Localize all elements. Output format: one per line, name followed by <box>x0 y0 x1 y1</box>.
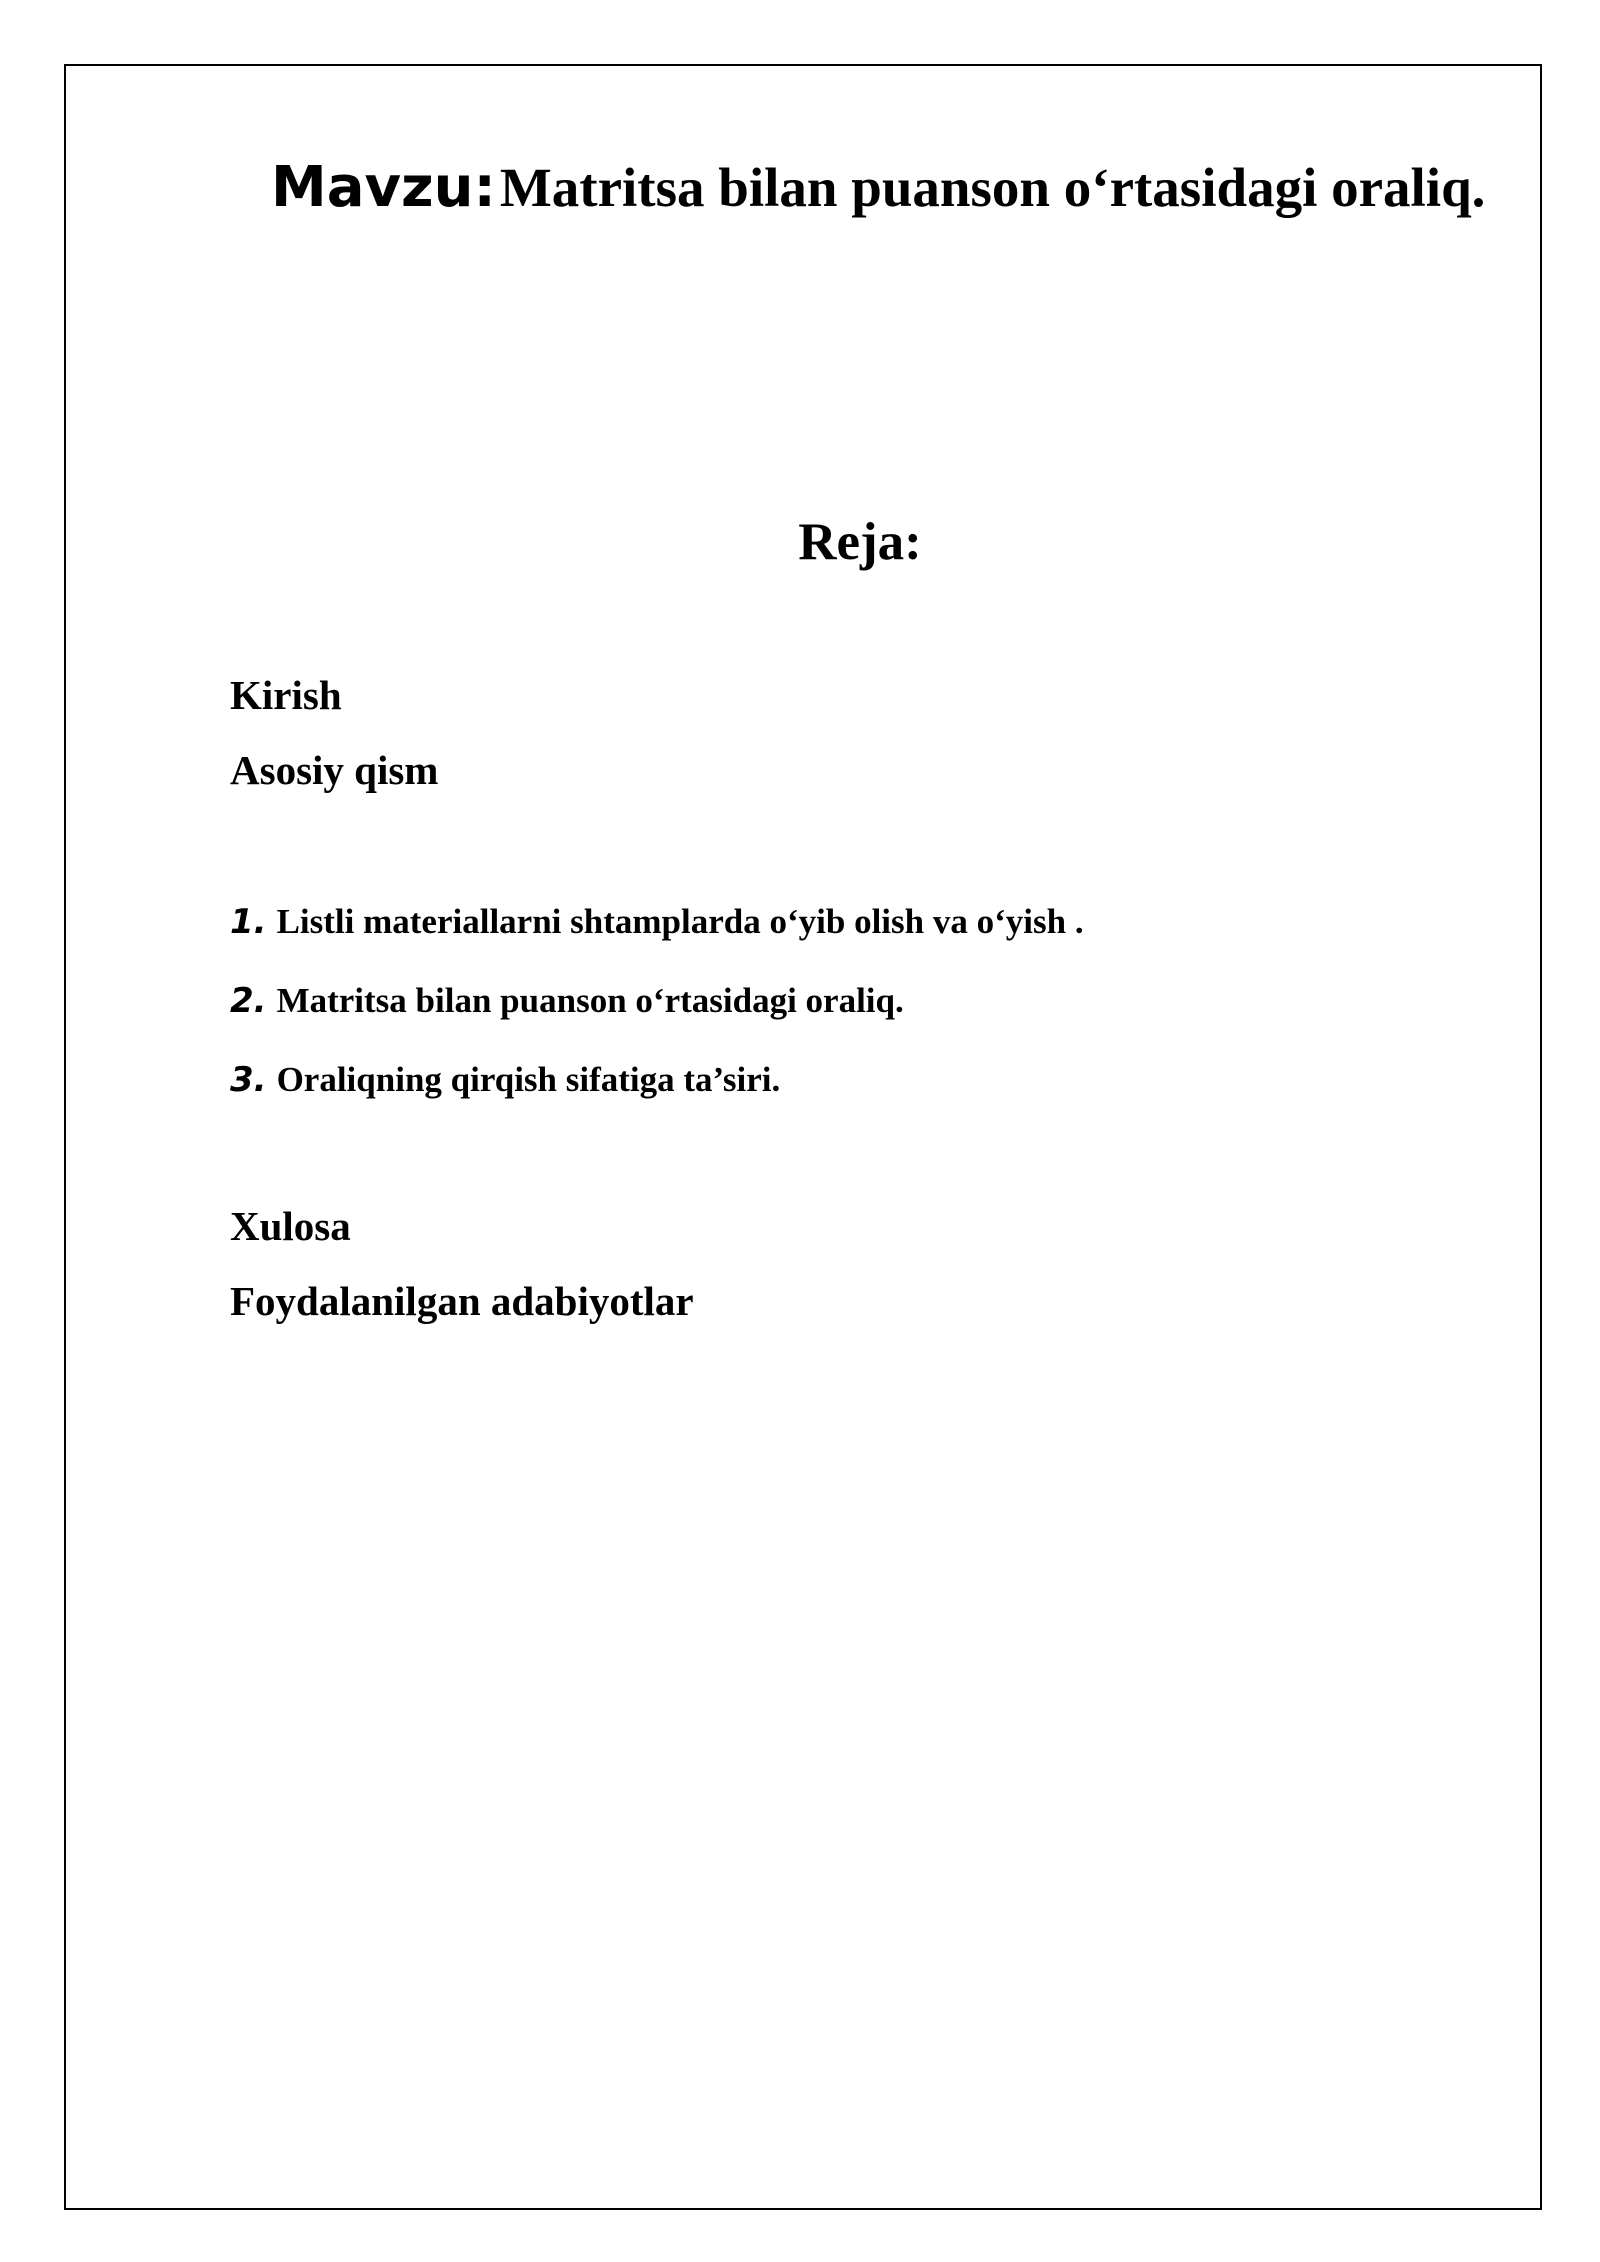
list-number: 2. <box>230 981 267 1021</box>
section-conclusion: Xulosa <box>230 1203 351 1249</box>
title-label: Mavzu: <box>271 155 496 220</box>
list-text: Oraliqning qirqish sifatiga ta’siri. <box>276 1060 781 1099</box>
plan-list-item <box>230 902 1084 942</box>
title-text: Matritsa bilan puanson o‘rtasidagi oraliq. <box>499 157 1486 218</box>
plan-heading: Reja: <box>798 513 922 571</box>
section-intro: Kirish <box>230 672 342 718</box>
list-number: 1. <box>230 902 267 942</box>
list-text: Matritsa bilan puanson o‘rtasidagi oraliq. <box>276 981 904 1020</box>
plan-list-item <box>230 1060 780 1100</box>
document-title <box>271 155 1485 220</box>
page-border <box>64 64 1542 2210</box>
plan-list-item <box>230 981 904 1021</box>
section-references: Foydalanilgan adabiyotlar <box>230 1278 694 1324</box>
list-text: Listli materiallarni shtamplarda o‘yib olish va o‘yish . <box>276 902 1084 941</box>
section-main-part: Asosiy qism <box>230 747 439 793</box>
list-number: 3. <box>230 1060 267 1100</box>
